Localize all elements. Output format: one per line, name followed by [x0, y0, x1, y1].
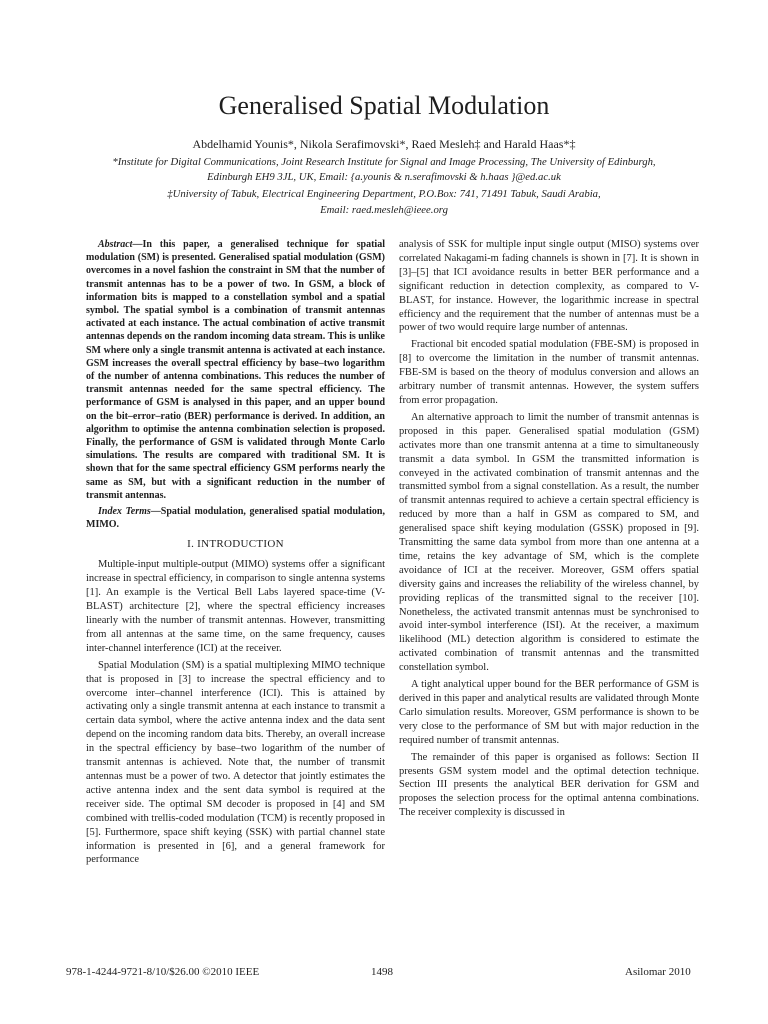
- affiliation-line-4: Email: raed.mesleh@ieee.org: [320, 204, 448, 216]
- footer-copyright: 978-1-4244-9721-8/10/$26.00 ©2010 IEEE: [66, 966, 260, 978]
- affiliation-line-2: Edinburgh EH9 3JL, UK, Email: {a.younis & n.serafimovski & h.haas }@ed.ac.uk: [207, 171, 561, 183]
- right-paragraph-1: analysis of SSK for multiple input single output (MISO) systems over correlated Nakagami-m fading channels is shown in [7]. It is shown in [3]–[5] that ICI avoidance results in better BER performance and a significant reduction in detection complexity, as compared to V-BLAST, for instance. However, the logarithmic increase in spectral efficiency and the requirement that the number of antennas must be a power of two would require large number of antennas.: [399, 239, 699, 334]
- right-paragraph-3: An alternative approach to limit the number of transmit antennas is proposed in this paper. Generalised spatial modulation (GSM) activates more than one transmit antenna at a time to simultaneously transmit a data symbol. In GSM the transmitted information is conveyed in the activated combination of transmit antennas and the transmitted symbol from a signal constellation. As a result, the number of transmit antennas required to achieve a certain spectral efficiency is reduced by more than a half in GSM as compared to SM, and generalised space shift keying modulation (GSSK) proposed in [9]. Transmitting the same data symbol from more than one antenna at a time, retains the key advantage of SM, which is the complete avoidance of ICI at the receiver. Moreover, GSM offers spatial diversity gains and increases the reliability of the wireless channel, by providing replicas of the transmitted signal to the receiver [10]. Nonetheless, the activated transmit antennas must be synchronised to avoid inter-symbol interference (ISI). At the receiver, a maximum likelihood (ML) detection algorithm is considered to estimate the activated combination of transmit antennas and the transmitted constellation symbol.: [399, 411, 699, 674]
- abstract: [86, 238, 385, 502]
- abstract-text: —In this paper, a generalised technique for spatial modulation (SM) is presented. Generalised spatial modulation (GSM) overcomes in a novel fashion the constraint in SM that the number of transmit antennas has to be a power of two. In GSM, a block of information bits is mapped to a constellation symbol and a spatial symbol. The spatial symbol is a combination of transmit antennas activated at each instance. The actual combination of active transmit antennas depends on the random incoming data stream. This is unlike SM where only a single transmit antenna is activated at each instance. GSM increases the overall spectral efficiency by base–two logarithm of the number of antenna combinations. This reduces the number of transmit antennas needed for the same spectral efficiency. The performance of GSM is analysed in this paper, and an upper bound on the bit–error–ratio (BER) performance is derived. In addition, an algorithm to optimise the antenna combination selection is proposed. Finally, the performance of GSM is validated through Monte Carlo simulations. The results are compared with traditional SM. It is shown that for the same spectral efficiency GSM performs nearly the same as SM, but with a significant reduction in the number of transmit antennas.: [86, 239, 385, 501]
- paper-title: Generalised Spatial Modulation: [218, 91, 550, 120]
- author-list: Abdelhamid Younis*, Nikola Serafimovski*, Raed Mesleh‡ and Harald Haas*‡: [192, 137, 576, 151]
- right-column: [399, 238, 699, 823]
- affiliation-line-3: ‡University of Tabuk, Electrical Engineering Department, P.O.Box: 741, 71491 Tabuk, Saudi Arabia,: [167, 188, 601, 200]
- index-terms: [86, 505, 385, 531]
- left-column: [86, 238, 385, 870]
- right-paragraph-2: Fractional bit encoded spatial modulation (FBE-SM) is proposed in [8] to overcome the limitation in the number of transmit antennas. FBE-SM is based on the theory of modulus conversion and allows an arbitrary number of transmit antennas. However, the system suffers from error propagation.: [399, 339, 699, 406]
- index-terms-label: Index Terms: [98, 506, 151, 518]
- right-paragraph-4: A tight analytical upper bound for the BER performance of GSM is derived in this paper and analytical results are validated through Monte Carlo simulation results. Moreover, GSM performance is shown to be very close to the performance of SM but with major reduction in the required number of transmit antennas.: [399, 679, 699, 746]
- right-paragraph-5: The remainder of this paper is organised as follows: Section II presents GSM system model and the optimal detection technique. Section III presents the analytical BER derivation for GSM and proposes the selection process for the optimal antenna combinations. The receiver complexity is discussed in: [399, 751, 699, 819]
- abstract-label: Abstract: [98, 239, 133, 250]
- footer-conference: Asilomar 2010: [625, 966, 691, 978]
- affiliation-line-1: *Institute for Digital Communications, Joint Research Institute for Signal and Image Processing, The University of Edinburgh,: [112, 156, 656, 168]
- section-heading: I. INTRODUCTION: [187, 538, 284, 551]
- footer-page-number: 1498: [371, 966, 393, 978]
- intro-paragraph-2: Spatial Modulation (SM) is a spatial multiplexing MIMO technique that is proposed in [3] to increase the spectral efficiency and to overcome inter–channel interference (ICI). This is attained by activating only a single transmit antenna at each instance to transmit a certain data symbol, where the active antenna index and the data sent depend on the incoming random data bits. Thereby, an overall increase in the spectral efficiency by base–two logarithm of the number of transmit antennas is achieved. Note that, the number of transmit antennas must be a power of two. A detector that jointly estimates the active antenna index and the sent data symbol is required at the receiver side. The optimal SM decoder is proposed in [4] and SM combined with trellis-coded modulation (TCM) is recently proposed in [5]. Furthermore, space shift keying (SSK) with partial channel state information is presented in [6], and a general framework for performance: [86, 659, 385, 866]
- index-terms-text: —Spatial modulation, generalised spatial modulation, MIMO.: [86, 506, 385, 531]
- intro-paragraph-1: Multiple-input multiple-output (MIMO) systems offer a significant increase in spectral efficiency, in comparison to single antenna systems [1]. An example is the Vertical Bell Labs layered space-time (V-BLAST) architecture [2], where the spectral efficiency increases linearly with the number of transmit antennas. However, transmitting from all antennas at the same time, on the same frequency, causes inter-channel interference (ICI) at the receiver.: [86, 559, 385, 654]
